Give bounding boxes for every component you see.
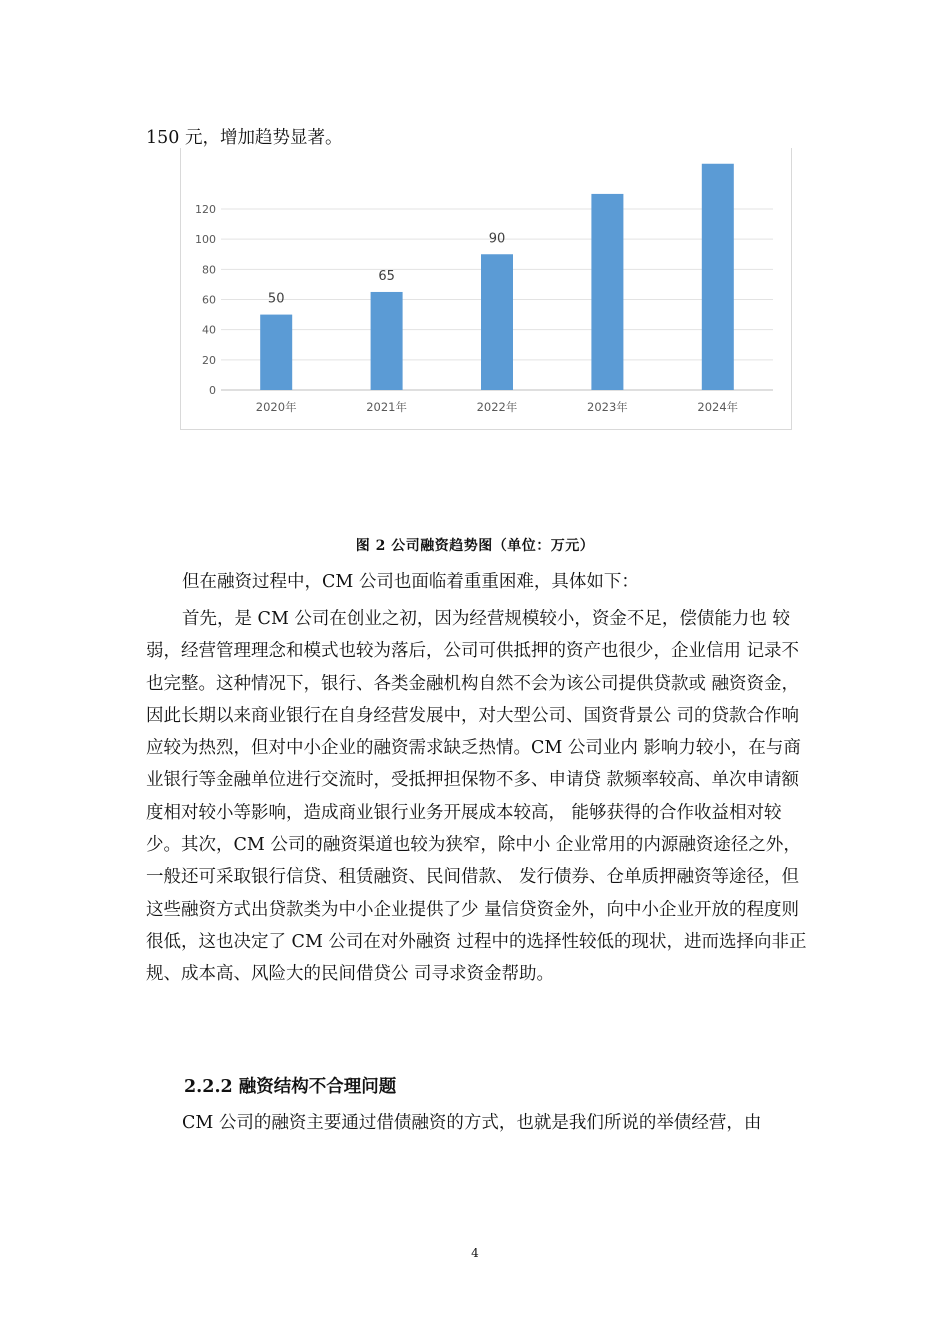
bar [702, 164, 734, 390]
x-tick-label: 2021年 [366, 400, 407, 414]
bar [591, 194, 623, 390]
y-tick-label: 100 [195, 233, 216, 247]
y-tick-label: 20 [202, 353, 216, 367]
x-tick-label: 2024年 [697, 400, 739, 414]
bar [260, 315, 292, 390]
y-tick-label: 0 [209, 384, 216, 397]
page-number: 4 [471, 1246, 479, 1260]
section-title: 融资结构不合理问题 [238, 1077, 397, 1097]
paragraph-body-text: 首先，是 CM 公司在创业之初，因为经营规模较小，资金不足，偿债能力也 较弱，经营管理理念和模式也较为落后，公司可供抵押的资产也很少，企业信用 记录不也完整。这种情况下，银行、各类金融机构自然不会为该公司提供贷款或 融资资金，因此长期以来商业银行在自身经营发展中，对大型公司、国资背景公 司的贷款合作响应较为热烈，但对中小企业的融资需求缺乏热情。CM 公司业内 影响力较小，在与商业银行等金融单位进行交流时，受抵押担保物不多、申请贷 款频率较高、单次申请额度相对较小等影响，造成商业银行业务开展成本较高， 能够获得的合作收益相对较少。其次，CM 公司的融资渠道也较为狭窄，除中小 企业常用的内源融资途径之外，一般还可采取银行信贷、租赁融资、民间借款、 发行债券、仓单质押融资等途径，但这些融资方式出贷款类为中小企业提供了少 量信贷资金外，向中小企业开放的程度则很低，这也决定了 CM 公司在对外融资 过程中的选择性较低的现状，进而选择向非正规、成本高、风险大的民间借贷公 司寻求资金帮助。 [146, 609, 807, 985]
y-tick-label: 40 [202, 323, 216, 337]
paragraph-structure-text: CM 公司的融资主要通过借债融资的方式，也就是我们所说的举债经营，由 [182, 1113, 762, 1133]
y-tick-label: 60 [202, 293, 216, 307]
paragraph-body [146, 603, 814, 991]
bar [481, 254, 513, 390]
section-number: 2.2.2 [184, 1077, 233, 1097]
x-tick-label: 2022年 [476, 400, 518, 414]
paragraph-intro-text: 但在融资过程中，CM 公司也面临着重重困难，具体如下： [182, 572, 639, 592]
data-label: 65 [378, 268, 395, 284]
section-heading [184, 1073, 396, 1098]
data-label: 90 [488, 231, 506, 247]
x-tick-label: 2023年 [587, 400, 628, 414]
y-tick-label: 120 [195, 203, 216, 216]
continuation-line: 150 元，增加趋势显著。 [146, 128, 343, 148]
paragraph-intro [146, 566, 814, 598]
bar [371, 292, 403, 390]
data-label: 50 [267, 291, 285, 307]
bar-chart-svg [181, 148, 791, 429]
y-tick-label: 80 [202, 263, 216, 277]
financing-trend-chart [180, 148, 792, 430]
x-tick-label: 2020年 [255, 400, 297, 414]
paragraph-structure [146, 1107, 814, 1139]
figure-caption: 图 2 公司融资趋势图（单位：万元） [355, 538, 595, 554]
